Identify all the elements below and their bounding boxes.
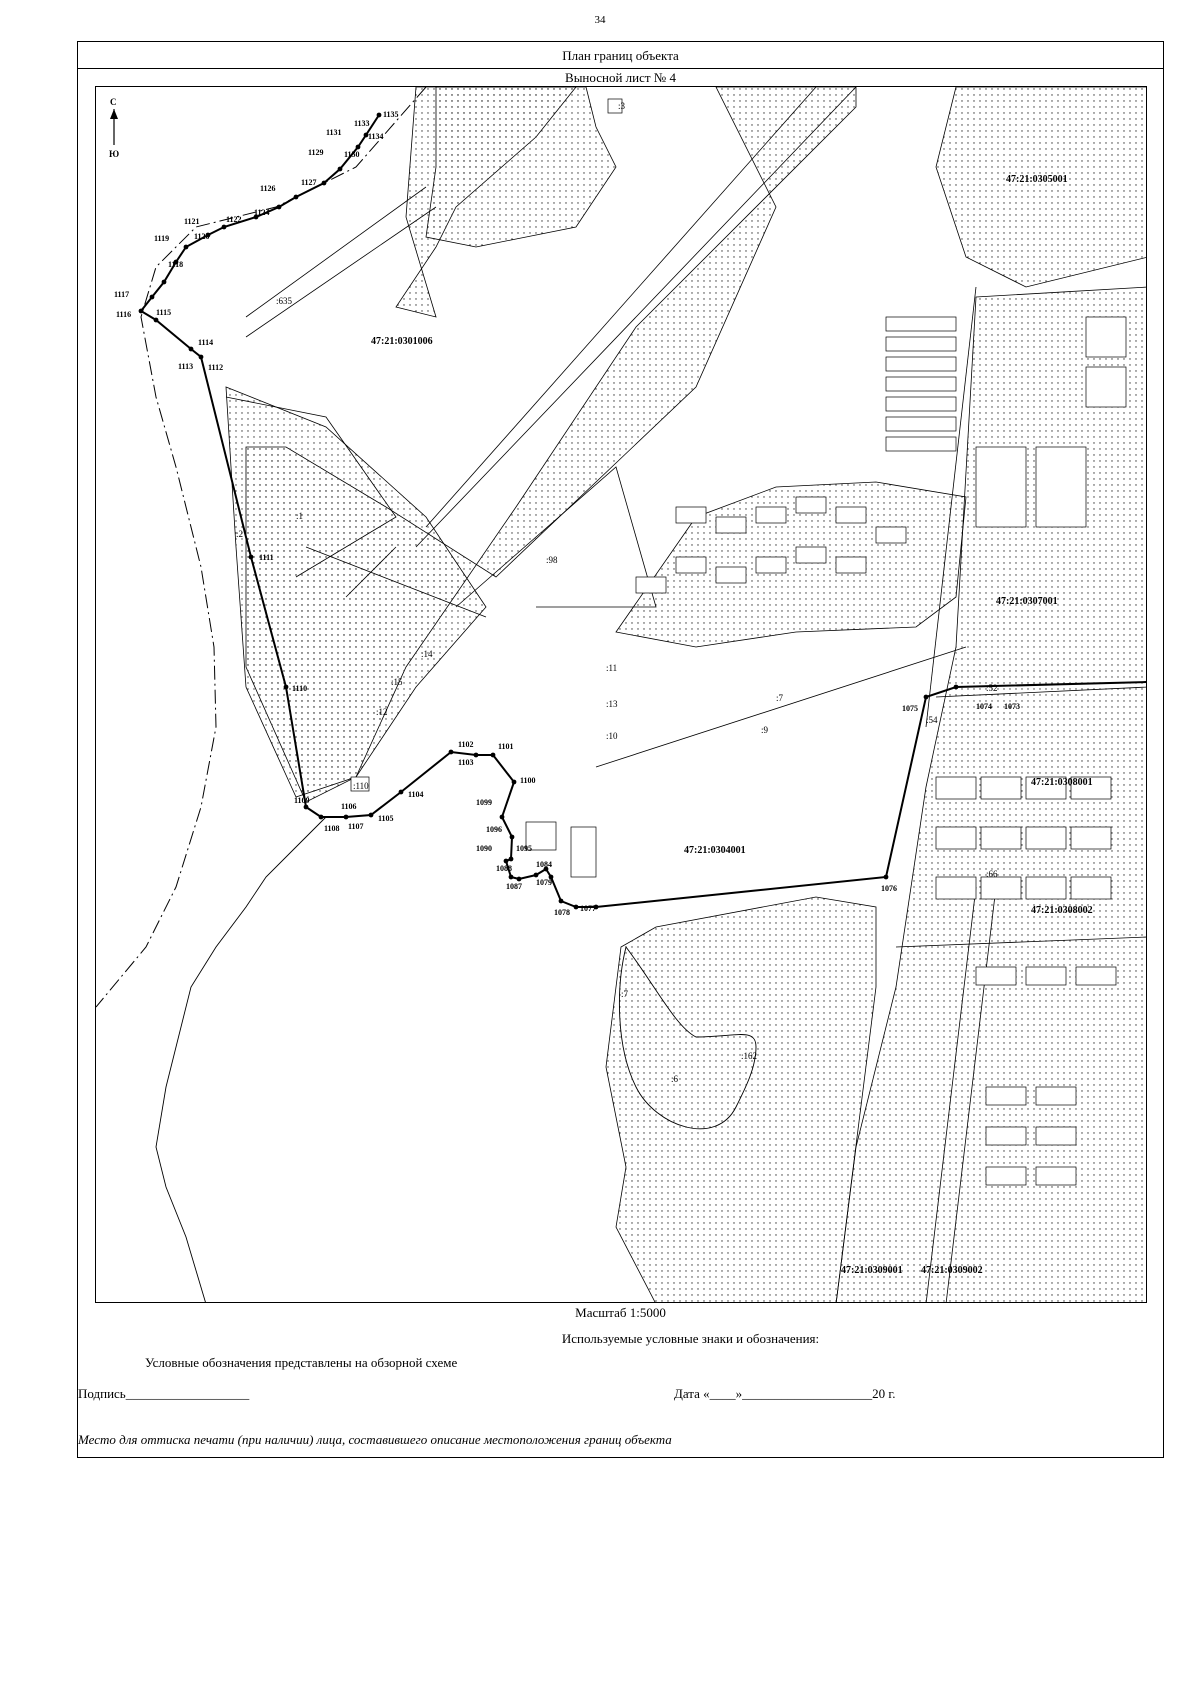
block-3 — [886, 357, 956, 371]
compass-north: С — [110, 97, 117, 107]
block-30 — [1026, 827, 1066, 849]
boundary-point — [954, 685, 959, 690]
block-12 — [676, 507, 706, 523]
block-35 — [1071, 877, 1111, 899]
block-18 — [676, 557, 706, 573]
point-label: 1134 — [368, 132, 384, 141]
quarter-label-0308001: 47:21:0308001 — [1031, 777, 1093, 788]
area-pond-south — [606, 897, 876, 1303]
point-label: 1077 — [580, 904, 596, 913]
parcel-label: :54 — [926, 715, 938, 725]
block-29 — [981, 827, 1021, 849]
block-22 — [836, 557, 866, 573]
stamp-note: Место для оттиска печати (при наличии) лица, составившего описание местоположения границ объекта — [78, 1432, 672, 1447]
map-canvas[interactable] — [96, 87, 1147, 1303]
boundary-point — [559, 899, 564, 904]
block-44 — [1036, 1167, 1076, 1185]
block-6 — [886, 417, 956, 431]
document-frame — [77, 41, 1164, 1458]
block-5 — [886, 397, 956, 411]
parcel-label: :1 — [296, 511, 304, 521]
parcel-label: :98 — [546, 555, 558, 565]
point-label: 1127 — [301, 178, 317, 187]
boundary-point — [574, 905, 579, 910]
boundary-point — [369, 813, 374, 818]
quarter-label-0307001: 47:21:0307001 — [996, 596, 1058, 607]
date-line: Дата «____»____________________20 г. — [674, 1386, 896, 1401]
boundary-point — [377, 113, 382, 118]
road-line-2 — [246, 207, 436, 337]
area-settlement — [616, 482, 966, 647]
parcel-label: :11 — [606, 663, 618, 673]
scale-label: Масштаб 1:5000 — [575, 1305, 666, 1320]
block-2 — [886, 337, 956, 351]
point-label: 1111 — [259, 553, 274, 562]
block-16 — [836, 507, 866, 523]
boundary-point — [319, 815, 324, 820]
point-label: 1073 — [1004, 702, 1020, 711]
legend-title: Используемые условные знаки и обозначения: — [561, 1331, 820, 1346]
parcel-label: :7 — [776, 693, 784, 703]
point-label: 1129 — [308, 148, 324, 157]
boundary-point — [449, 750, 454, 755]
point-label: 1118 — [168, 260, 184, 269]
block-19 — [716, 567, 746, 583]
area-center-left — [226, 387, 486, 797]
point-label: 1119 — [154, 234, 170, 243]
point-label: 1117 — [114, 290, 130, 299]
quarter-label-0301006: 47:21:0301006 — [371, 336, 433, 347]
boundary-point — [356, 145, 361, 150]
point-label: 1131 — [326, 128, 342, 137]
point-label: 1122 — [226, 215, 242, 224]
boundary-point — [509, 875, 514, 880]
block-40 — [1036, 1087, 1076, 1105]
point-label: 1075 — [902, 704, 918, 713]
boundary-point — [491, 753, 496, 758]
block-33 — [981, 877, 1021, 899]
boundary-point — [150, 295, 155, 300]
point-label: 1124 — [254, 208, 270, 217]
block-39 — [986, 1087, 1026, 1105]
parcel-label: :12 — [376, 707, 388, 717]
point-label: 1074 — [976, 702, 992, 711]
compass-south: Ю — [109, 149, 120, 159]
boundary-point — [249, 555, 254, 560]
signature-line: Подпись___________________ — [78, 1386, 250, 1401]
block-28 — [936, 827, 976, 849]
block-4 — [886, 377, 956, 391]
point-label: 1107 — [348, 822, 364, 831]
boundary-point — [509, 857, 514, 862]
point-label: 1087 — [506, 882, 522, 891]
point-label: 1114 — [198, 338, 214, 347]
block-43 — [986, 1167, 1026, 1185]
point-label: 1076 — [881, 884, 897, 893]
point-label: 1103 — [458, 758, 474, 767]
parcel-label: :2 — [236, 529, 244, 539]
boundary-point — [154, 318, 159, 323]
point-label: 1100 — [520, 776, 536, 785]
point-label: 1106 — [341, 802, 357, 811]
area-northeast — [936, 87, 1147, 287]
point-label: 1079 — [536, 878, 552, 887]
boundary-point — [517, 877, 522, 882]
point-label: 1088 — [496, 864, 512, 873]
sheet-label: Выносной лист № 4 — [565, 70, 676, 85]
boundary-point — [884, 875, 889, 880]
quarter-label-0309001: 47:21:0309001 — [841, 1265, 903, 1276]
block-7 — [886, 437, 956, 451]
point-label: 1084 — [536, 860, 552, 869]
point-label: 1105 — [378, 814, 394, 823]
point-label: 1109 — [294, 796, 310, 805]
boundary-point — [399, 790, 404, 795]
plan-title: План границ объекта — [78, 42, 1163, 69]
boundary-point — [139, 309, 144, 314]
point-label: 1112 — [208, 363, 224, 372]
block-41 — [986, 1127, 1026, 1145]
point-label: 1099 — [476, 798, 492, 807]
point-label: 1090 — [476, 844, 492, 853]
boundary-point — [510, 835, 515, 840]
shoreline-path — [156, 817, 326, 1303]
point-label: 1113 — [178, 362, 194, 371]
point-label: 1133 — [354, 119, 370, 128]
parcel-label: :6 — [671, 1074, 679, 1084]
boundary-point — [344, 815, 349, 820]
boundary-point — [534, 873, 539, 878]
boundary-point — [474, 753, 479, 758]
boundary-point — [294, 195, 299, 200]
compass — [109, 97, 119, 159]
point-label: 1104 — [408, 790, 424, 799]
block-8 — [976, 447, 1026, 527]
boundary-point — [184, 245, 189, 250]
parcel-label: :14 — [421, 649, 433, 659]
boundary-point — [500, 815, 505, 820]
point-label: 1096 — [486, 825, 502, 834]
boundary-point — [512, 780, 517, 785]
block-20 — [756, 557, 786, 573]
boundary-point — [162, 280, 167, 285]
cadastral-map[interactable] — [95, 86, 1147, 1303]
parcel-label: :15 — [391, 677, 403, 687]
parcel-label: :3 — [618, 101, 626, 111]
block-21 — [796, 547, 826, 563]
quarter-label-0309002: 47:21:0309002 — [921, 1265, 983, 1276]
parcel-label: :7 — [621, 989, 629, 999]
boundary-point — [338, 167, 343, 172]
point-label: 1110 — [292, 684, 308, 693]
legend-text: Условные обозначения представлены на обзорной схеме — [145, 1355, 458, 1370]
shaded-areas — [226, 87, 1147, 1303]
boundary-point — [277, 205, 282, 210]
boundary-point — [222, 225, 227, 230]
road-line-1 — [246, 187, 426, 317]
block-31 — [1071, 827, 1111, 849]
point-label: 1116 — [116, 310, 132, 319]
block-17 — [876, 527, 906, 543]
boundary-point — [284, 685, 289, 690]
quarter-label-0304001: 47:21:0304001 — [684, 845, 746, 856]
block-1 — [886, 317, 956, 331]
boundary-point — [504, 859, 509, 864]
point-label: 1102 — [458, 740, 474, 749]
area-upper-left — [426, 87, 616, 247]
point-label: 1078 — [554, 908, 570, 917]
boundary-point — [189, 347, 194, 352]
parcel-label: :9 — [761, 725, 769, 735]
block-37 — [1026, 967, 1066, 985]
parcel-label: :13 — [606, 699, 618, 709]
quarter-label-0308002: 47:21:0308002 — [1031, 905, 1093, 916]
parcel-label: :52 — [986, 683, 998, 693]
point-label: 1120 — [194, 232, 210, 241]
boundary-point — [924, 695, 929, 700]
parcel-label: :162 — [741, 1051, 758, 1061]
parcel-label: :110 — [353, 781, 369, 791]
parcel-label: :66 — [986, 869, 998, 879]
block-38 — [1076, 967, 1116, 985]
block-14 — [756, 507, 786, 523]
block-46 — [571, 827, 596, 877]
boundary-point — [322, 181, 327, 186]
block-32 — [936, 877, 976, 899]
point-label: 1101 — [498, 742, 514, 751]
point-label: 1130 — [344, 150, 360, 159]
boundary-point — [199, 355, 204, 360]
parcel-label: :10 — [606, 731, 618, 741]
block-36 — [976, 967, 1016, 985]
point-label: 1095 — [516, 844, 532, 853]
parcel-label: :635 — [276, 296, 293, 306]
block-34 — [1026, 877, 1066, 899]
point-label: 1126 — [260, 184, 276, 193]
page-number: 34 — [594, 14, 606, 26]
block-25 — [981, 777, 1021, 799]
point-label: 1115 — [156, 308, 172, 317]
point-label: 1108 — [324, 824, 340, 833]
point-label: 1135 — [383, 110, 399, 119]
point-label: 1121 — [184, 217, 200, 226]
block-9 — [1036, 447, 1086, 527]
boundary-point — [304, 805, 309, 810]
block-10 — [1086, 317, 1126, 357]
block-11 — [1086, 367, 1126, 407]
block-24 — [936, 777, 976, 799]
quarter-label-0305001: 47:21:0305001 — [1006, 174, 1068, 185]
block-23 — [636, 577, 666, 593]
block-13 — [716, 517, 746, 533]
block-42 — [1036, 1127, 1076, 1145]
block-15 — [796, 497, 826, 513]
